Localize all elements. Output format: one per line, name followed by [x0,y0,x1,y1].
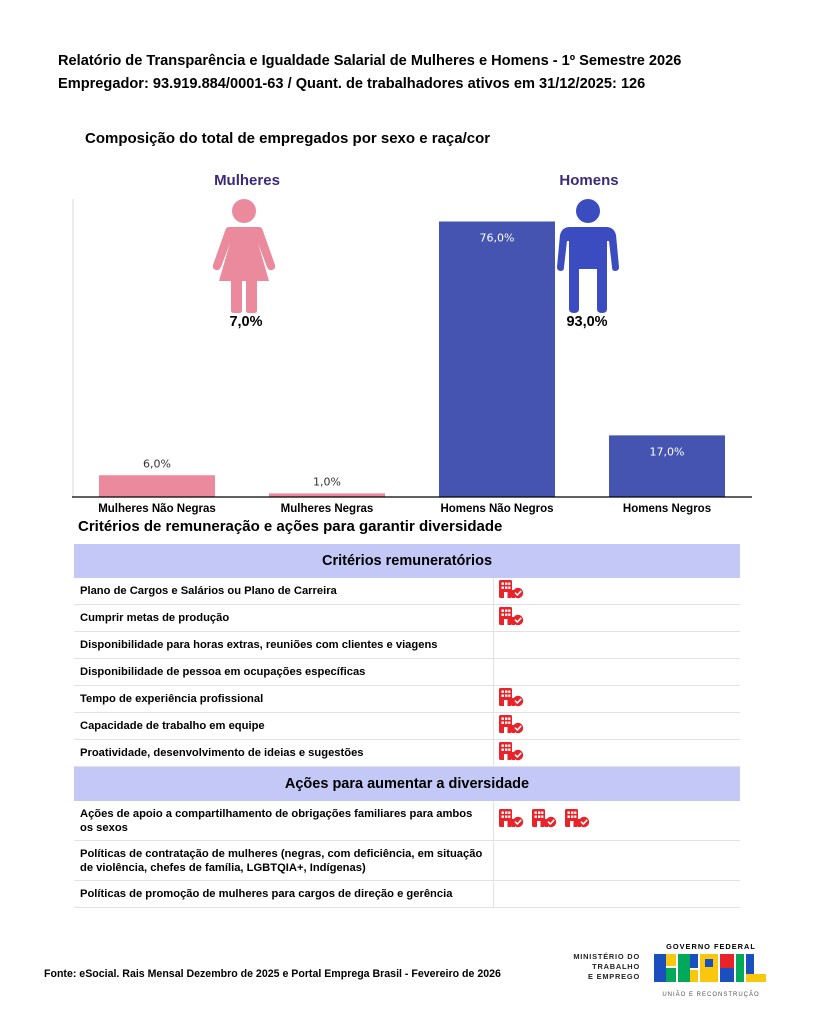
diversity-label: Políticas de contratação de mulheres (negras, com deficiência, em situação de violência, chefes de família, LGBTQIA+, Indígenas) [74,841,494,880]
company-check-icon [498,606,524,631]
criteria-table [74,544,740,908]
remuneration-icons [494,578,740,604]
company-check-icon [498,808,524,833]
bar-value-label-2: 76,0% [479,231,515,245]
employer-info: Empregador: 93.919.884/0001-63 / Quant. de trabalhadores ativos em 31/12/2025: 126 [58,76,646,92]
remuneration-row [74,605,740,632]
remuneration-label: Disponibilidade de pessoa em ocupações específicas [74,659,494,685]
diversity-icons [494,841,740,880]
ministry-logo [560,952,640,982]
composition-title: Composição do total de empregados por sexo e raça/cor [85,130,491,147]
remuneration-icons [494,686,740,712]
criteria-title: Critérios de remuneração e ações para garantir diversidade [78,518,503,535]
remuneration-icons [494,659,740,685]
category-label-1: Mulheres Negras [280,503,374,515]
diversity-row [74,841,740,881]
remuneration-label: Cumprir metas de produção [74,605,494,631]
company-check-icon [498,741,524,766]
remuneration-icons [494,713,740,739]
ministry-line-3: E EMPREGO [588,972,640,981]
bar-2 [439,222,555,498]
remuneration-row [74,740,740,767]
diversity-icons [494,801,740,840]
remuneration-row [74,659,740,686]
report-title: Relatório de Transparência e Igualdade Salarial de Mulheres e Homens - 1º Semestre 2026 [58,53,682,69]
source-note: Fonte: eSocial. Rais Mensal Dezembro de 2025 e Portal Emprega Brasil - Fevereiro de 2026 [44,968,501,980]
remuneration-label: Tempo de experiência profissional [74,686,494,712]
slogan: UNIÃO E RECONSTRUÇÃO [662,992,760,998]
remuneration-label: Proatividade, desenvolvimento de ideias e sugestões [74,740,494,766]
remuneration-label: Capacidade de trabalho em equipe [74,713,494,739]
category-label-0: Mulheres Não Negras [98,503,216,515]
company-check-icon [531,808,557,833]
company-check-icon [498,687,524,712]
bar-value-label-3: 17,0% [649,445,685,459]
diversity-header: Ações para aumentar a diversidade [74,767,740,801]
diversity-label: Políticas de promoção de mulheres para cargos de direção e gerência [74,881,494,907]
remuneration-icons [494,740,740,766]
women-percentage: 7,0% [229,314,263,330]
ministry-line-2: TRABALHO [592,962,640,971]
government-logo [652,942,770,998]
diversity-label: Ações de apoio a compartilhamento de obrigações familiares para ambos os sexos [74,801,494,840]
government-label: GOVERNO FEDERAL [666,942,756,951]
ministry-line-1: MINISTÉRIO DO [573,952,640,961]
men-label: Homens [559,172,619,189]
diversity-row [74,881,740,908]
diversity-rows [74,801,740,908]
remuneration-row [74,713,740,740]
remuneration-icons [494,632,740,658]
diversity-icons [494,881,740,907]
brasil-logo [652,951,770,985]
company-check-icon [498,579,524,604]
report-header [58,50,798,96]
category-label-3: Homens Negros [622,503,712,515]
remuneration-row [74,632,740,659]
women-label: Mulheres [214,172,280,189]
bar-chart-svg [72,195,752,520]
remuneration-label: Disponibilidade para horas extras, reuniões com clientes e viagens [74,632,494,658]
remuneration-header: Critérios remuneratórios [74,544,740,578]
remuneration-icons [494,605,740,631]
men-percentage: 93,0% [566,314,608,330]
remuneration-row [74,686,740,713]
category-label-2: Homens Não Negros [440,503,554,515]
remuneration-row [74,578,740,605]
composition-bar-chart [72,195,752,520]
remuneration-rows [74,578,740,767]
company-check-icon [564,808,590,833]
diversity-row [74,801,740,841]
bar-value-label-1: 1,0% [313,475,341,489]
remuneration-label: Plano de Cargos e Salários ou Plano de Carreira [74,578,494,604]
bar-0 [99,475,215,497]
company-check-icon [498,714,524,739]
bar-value-label-0: 6,0% [143,457,171,471]
